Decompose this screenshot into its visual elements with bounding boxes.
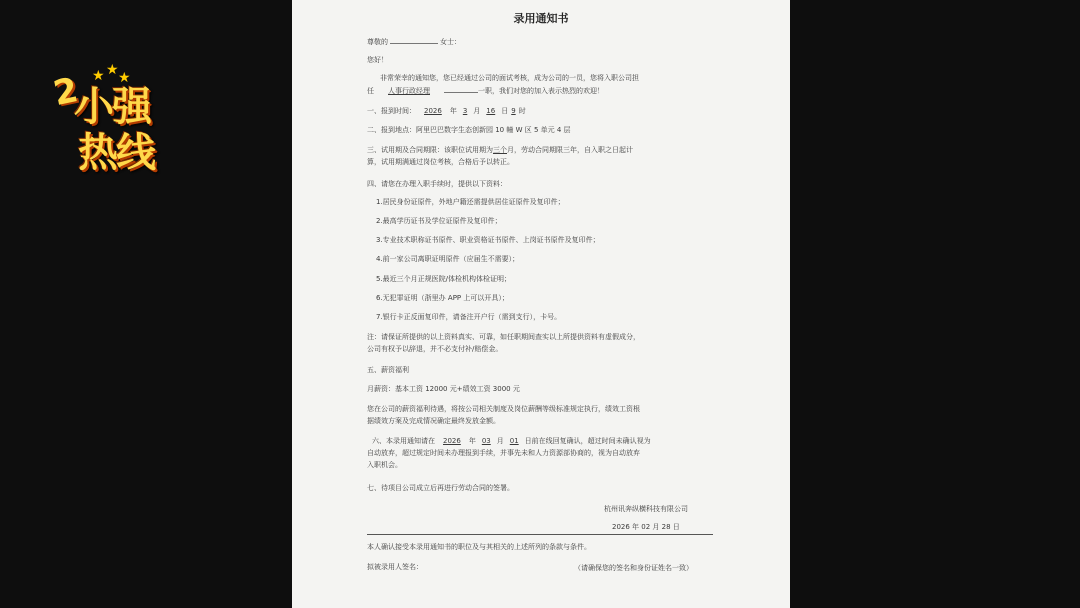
section-2-location: 二、报到地点：阿里巴巴数字生态创新园 10 幢 W 区 5 单元 4 层 — [367, 126, 571, 134]
section-4-heading: 四、请您在办理入职手续时，提供以下资料： — [367, 180, 507, 188]
document-item: 1.居民身份证原件，外地户籍还需提供居住证原件及复印件； — [376, 198, 565, 206]
document-item: 5.最近三个月正规医院/体检机构体检证明； — [376, 275, 512, 283]
signature-hint: （请确保您的签名和身份证姓名一致） — [574, 564, 693, 572]
note-line-2: 公司有权予以辞退，并不必支付补/赔偿金。 — [367, 345, 503, 353]
channel-logo — [52, 62, 172, 182]
section-6-line-1: 六、本录用通知请在 2026 年 03 月 01 日前在线回复确认，超过时间未确认视为 — [372, 437, 651, 445]
document-item: 6.无犯罪证明（浙里办 APP 上可以开具）； — [376, 294, 509, 302]
signature-label: 拟被录用人签名： — [367, 563, 423, 571]
intro-line-1: 非常荣幸的通知您，您已经通过公司的面试考核，成为公司的一员，您将入职公司担 — [380, 74, 639, 82]
greeting: 您好！ — [367, 56, 388, 64]
document-item: 4.前一家公司离职证明原件（应届生不需要）； — [376, 255, 520, 263]
confirmation-statement: 本人确认接受本录用通知书的职位及与其相关的上述所列的条款与条件。 — [367, 543, 591, 551]
document-item: 3.专业技术职称证书原件、职业资格证书原件、上岗证书原件及复印件； — [376, 236, 600, 244]
logo-mark: 2 — [50, 69, 82, 115]
section-6-line-2: 自动放弃，超过规定时间未办理报到手续，并事先未和人力资源部协商的，视为自动放弃 — [367, 449, 640, 457]
section-1-report-time: 一、报到时间： 2026 年 3 月 16 日 9 时 — [367, 107, 526, 115]
issue-date: 2026 年 02 月 28 日 — [612, 523, 680, 531]
section-3-line-2: 算，试用期满通过岗位考核，合格后予以转正。 — [367, 158, 514, 166]
intro-line-2: 任 人事行政经理 一职，我们对您的加入表示热烈的欢迎！ — [367, 87, 604, 95]
section-6-line-3: 入职机会。 — [367, 461, 402, 469]
star-icon: ★ — [118, 70, 131, 86]
document-item: 7.银行卡正反面复印件，请备注开户行（需到支行），卡号。 — [376, 313, 562, 321]
document-item: 2.最高学历证书及学位证原件及复印件； — [376, 217, 502, 225]
section-7: 七、待项目公司成立后再进行劳动合同的签署。 — [367, 484, 514, 492]
benefit-line-1: 您在公司的薪资福利待遇，将按公司相关制度及岗位薪酬等级标准规定执行，绩效工资根 — [367, 405, 640, 413]
offer-letter-document — [292, 0, 790, 608]
star-icon: ★ — [92, 68, 105, 84]
document-title: 录用通知书 — [513, 12, 569, 25]
note-line-1: 注：请保证所提供的以上资料真实、可靠，如任职期间查实以上所提供资料有虚假成分， — [367, 333, 640, 341]
logo-line-1: 小强 — [74, 84, 150, 130]
name-blank — [390, 43, 438, 44]
star-icon: ★ — [106, 62, 119, 78]
logo-line-2: 热线 — [78, 130, 154, 176]
divider — [367, 534, 713, 535]
right-backdrop — [790, 0, 1080, 608]
section-3-line-1: 三、试用期及合同期限：该职位试用期为三个月，劳动合同期限三年，自入职之日起计 — [367, 146, 633, 154]
section-5-heading: 五、薪资福利 — [367, 366, 409, 374]
company-name: 杭州讯奔纵横科技有限公司 — [604, 505, 688, 513]
benefit-line-2: 据绩效方案及完成情况确定最终发放金额。 — [367, 417, 500, 425]
salutation: 尊敬的 女士： — [367, 38, 461, 46]
salary-line: 月薪资：基本工资 12000 元+绩效工资 3000 元 — [367, 385, 520, 393]
